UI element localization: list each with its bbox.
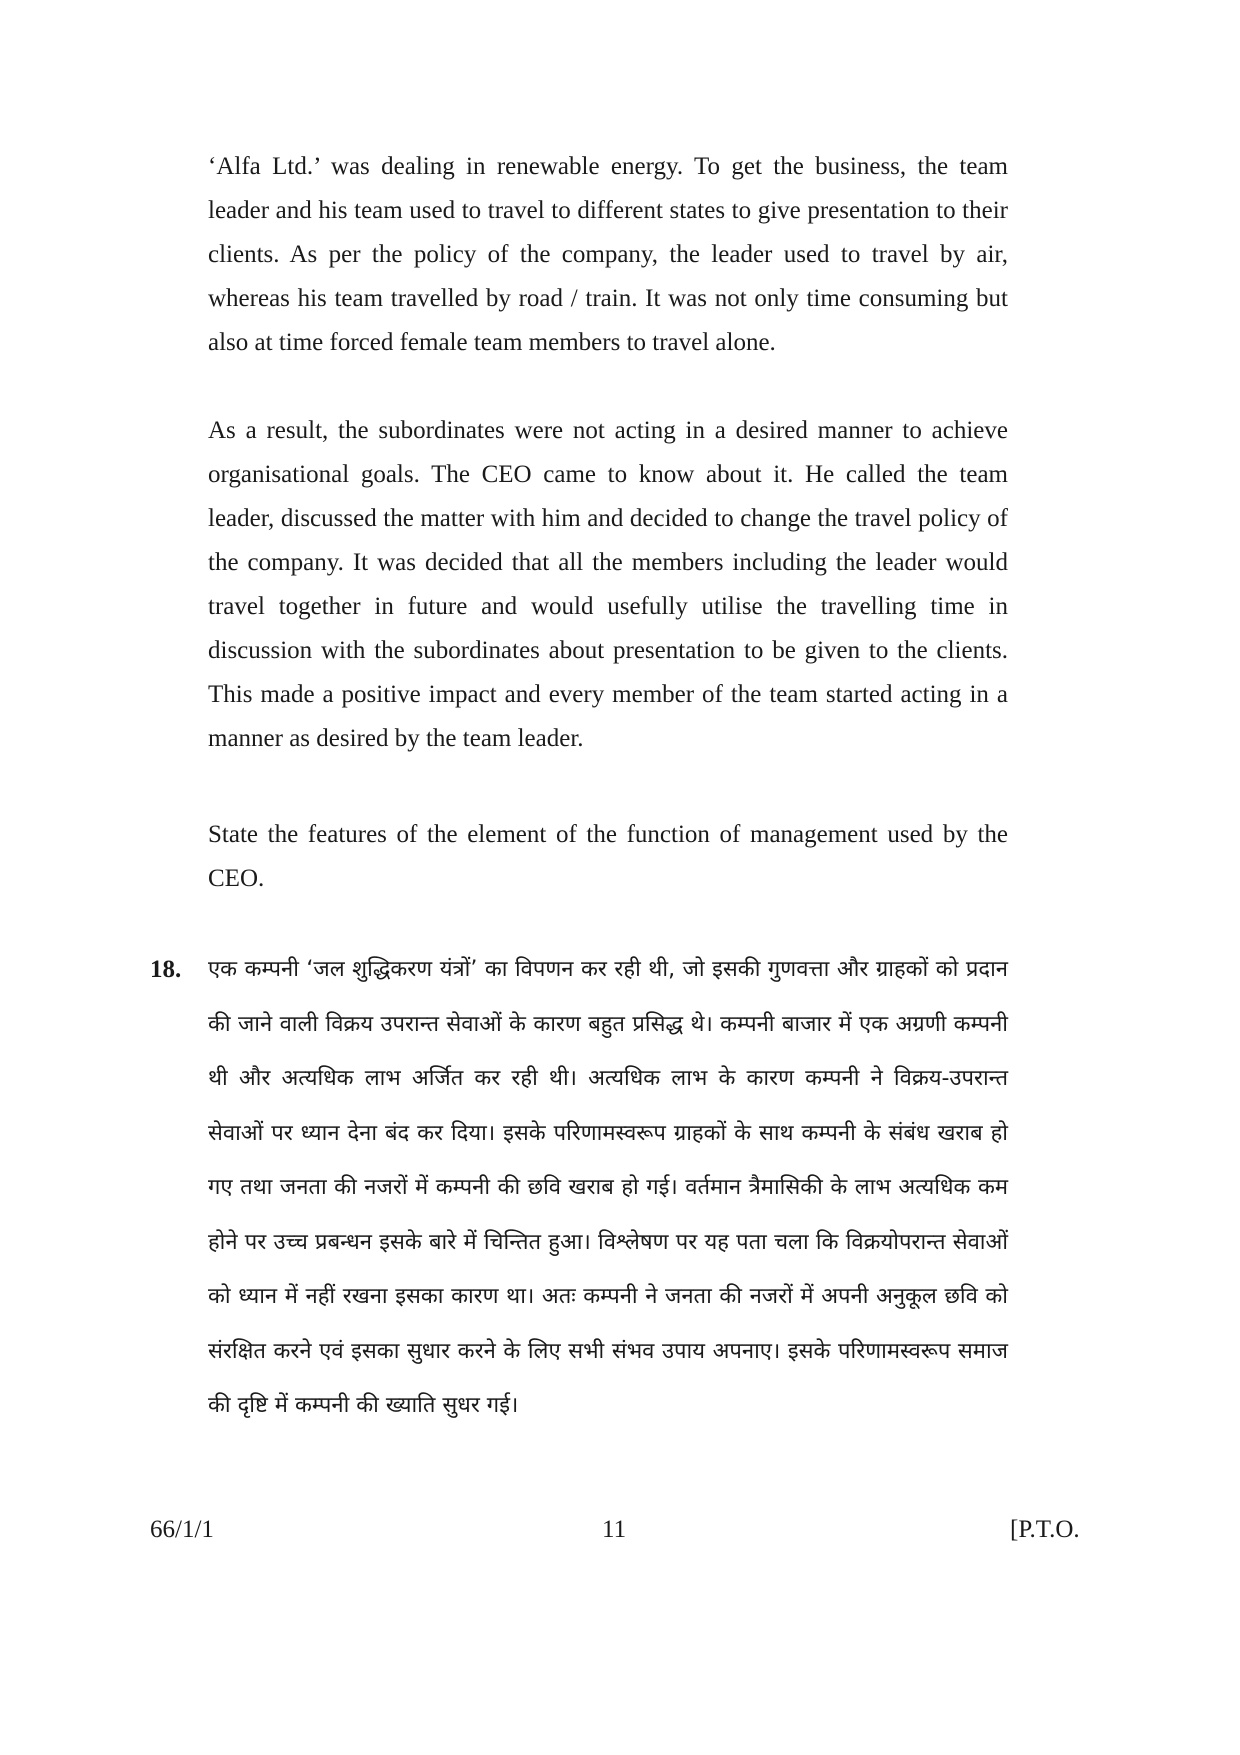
- pto-label: [P.T.O.: [1010, 1516, 1080, 1543]
- question-prompt: State the features of the element of the function of management used by the CEO.: [208, 821, 1008, 892]
- question-18-hindi-text: एक कम्पनी ‘जल शुद्धिकरण यंत्रों’ का विपणन कर रही थी, जो इसकी गुणवत्ता और ग्राहकों को प्रदान की जाने वाली विक्रय उपरान्त सेवाओं के कारण बहुत प्रसिद्ध थे। कम्पनी बाजार में एक अग्रणी कम्पनी थी और अत्यधिक लाभ अर्जित कर रही थी। अत्यधिक लाभ के कारण कम्पनी ने विक्रय-उपरान्त सेवाओं पर ध्यान देना बंद कर दिया। इसके परिणामस्वरूप ग्राहकों के साथ कम्पनी के संबंध खराब हो गए तथा जनता की नजरों में कम्पनी की छवि खराब हो गई। वर्तमान त्रैमासिकी के लाभ अत्यधिक कम होने पर उच्च प्रबन्धन इसके बारे में चिन्तित हुआ। विश्लेषण पर यह पता चला कि विक्रयोपरान्त सेवाओं को ध्यान में नहीं रखना इसका कारण था। अतः कम्पनी ने जनता की नजरों में अपनी अनुकूल छवि को संरक्षित करने एवं इसका सुधार करने के लिए सभी संभव उपाय अपनाए। इसके परिणामस्वरूप समाज की दृष्टि में कम्पनी की ख्याति सुधर गई।: [208, 957, 1008, 1418]
- case-paragraph-1: ‘Alfa Ltd.’ was dealing in renewable energy. To get the business, the team leader and his team used to travel to different states to give presentation to their clients. As per the policy of the company, the leader used to travel by air, whereas his team travelled by road / train. It was not only time consuming but also at time forced female team members to travel alone.: [208, 153, 1008, 356]
- page-number: 11: [602, 1516, 627, 1543]
- case-paragraph-2: As a result, the subordinates were not acting in a desired manner to achieve organisational goals. The CEO came to know about it. He called the team leader, discussed the matter with him and decided to change the travel policy of the company. It was decided that all the members including the leader would travel together in future and would usefully utilise the travelling time in discussion with the subordinates about presentation to be given to the clients. This made a positive impact and every member of the team started acting in a manner as desired by the team leader.: [208, 417, 1008, 752]
- paper-code: 66/1/1: [150, 1516, 214, 1543]
- question-number: 18.: [150, 956, 182, 983]
